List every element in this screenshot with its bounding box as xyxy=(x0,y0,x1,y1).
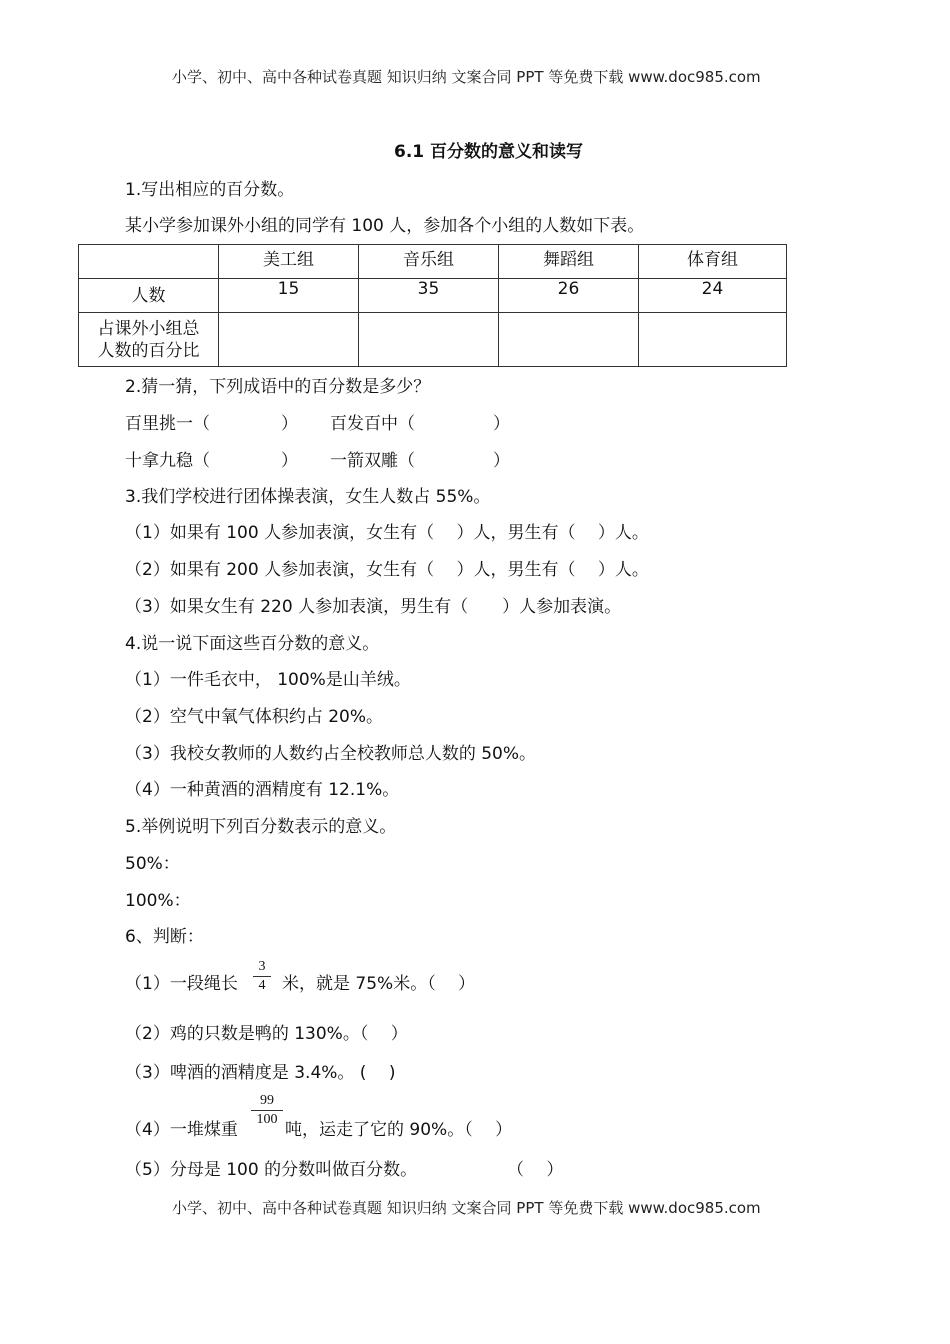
q5-heading: 5.举例说明下列百分数表示的意义。 xyxy=(125,817,397,837)
q4-item-3: （3）我校女教师的人数约占全校教师总人数的 50%。 xyxy=(125,744,537,764)
q6-heading: 6、判断： xyxy=(125,927,204,947)
row-label-line: 占课外小组总 xyxy=(97,318,200,339)
idiom-1-close: ） xyxy=(281,414,298,434)
q4-heading: 4.说一说下面这些百分数的意义。 xyxy=(125,634,380,654)
q2-heading: 2.猜一猜，下列成语中的百分数是多少？ xyxy=(125,377,431,397)
q6-item-5-paren: （ ） xyxy=(507,1160,564,1180)
idiom-3-close: ） xyxy=(281,451,298,471)
q5-item-2: 100%： xyxy=(125,891,191,911)
row-label: 人数 xyxy=(79,279,219,313)
table-row xyxy=(79,279,787,313)
page-footer: 小学、初中、高中各种试卷真题 知识归纳 文案合同 PPT 等免费下载 www.doc985.com xyxy=(172,1199,761,1217)
table-header-row xyxy=(79,245,787,279)
fraction-three-quarters xyxy=(253,960,271,993)
q6-item-2: （2）鸡的只数是鸭的 130%。（ ） xyxy=(125,1024,408,1044)
answer-cell[interactable] xyxy=(499,313,639,367)
q3-item-1: （1）如果有 100 人参加表演，女生有（ ）人，男生有（ ）人。 xyxy=(125,523,649,543)
idiom-4: 一箭双雕（ xyxy=(330,451,415,471)
q6-item-3: （3）啤酒的酒精度是 3.4%。 ( ) xyxy=(125,1063,396,1083)
table-cell: 35 xyxy=(359,279,499,313)
table-header-cell: 音乐组 xyxy=(359,245,499,279)
table-cell: 26 xyxy=(499,279,639,313)
q3-item-2: （2）如果有 200 人参加表演，女生有（ ）人，男生有（ ）人。 xyxy=(125,560,649,580)
q1-intro: 某小学参加课外小组的同学有 100 人，参加各个小组的人数如下表。 xyxy=(125,216,645,236)
idiom-2-close: ） xyxy=(493,414,510,434)
table-header-cell: 美工组 xyxy=(219,245,359,279)
table-row xyxy=(79,313,787,367)
q4-item-4: （4）一种黄酒的酒精度有 12.1%。 xyxy=(125,780,400,800)
answer-cell[interactable] xyxy=(359,313,499,367)
q4-item-2: （2）空气中氧气体积约占 20%。 xyxy=(125,707,384,727)
group-table xyxy=(78,244,787,367)
row-label-line: 人数的百分比 xyxy=(97,340,200,361)
table-header-cell: 体育组 xyxy=(639,245,787,279)
q6-item-4-rest: 吨，运走了它的 90%。（ ） xyxy=(285,1120,513,1140)
q1-heading: 1.写出相应的百分数。 xyxy=(125,180,295,200)
answer-cell[interactable] xyxy=(639,313,787,367)
q4-item-1: （1）一件毛衣中， 100%是山羊绒。 xyxy=(125,670,411,690)
idiom-4-close: ） xyxy=(493,451,510,471)
fraction-bar xyxy=(253,976,271,977)
q6-item-1-text: （1）一段绳长 xyxy=(125,974,238,994)
table-header-cell xyxy=(79,245,219,279)
idiom-2: 百发百中（ xyxy=(330,414,415,434)
row-label xyxy=(79,313,219,367)
q6-item-4-text: （4）一堆煤重 xyxy=(125,1120,238,1140)
answer-cell[interactable] xyxy=(219,313,359,367)
q3-item-3: （3）如果女生有 220 人参加表演，男生有（ ）人参加表演。 xyxy=(125,597,622,617)
q5-item-1: 50%： xyxy=(125,854,180,874)
table-cell: 15 xyxy=(219,279,359,313)
fraction-denominator: 4 xyxy=(258,978,266,993)
fraction-numerator: 3 xyxy=(258,959,266,974)
q6-item-1-rest: 米，就是 75%米。（ ） xyxy=(282,974,476,994)
fraction-denominator: 100 xyxy=(256,1112,278,1127)
fraction-bar xyxy=(251,1110,283,1111)
fraction-numerator: 99 xyxy=(260,1093,274,1108)
q3-heading: 3.我们学校进行团体操表演，女生人数占 55%。 xyxy=(125,487,491,507)
idiom-1: 百里挑一（ xyxy=(125,414,210,434)
q6-item-5: （5）分母是 100 的分数叫做百分数。 xyxy=(125,1160,418,1180)
table-header-cell: 舞蹈组 xyxy=(499,245,639,279)
page-title: 6.1 百分数的意义和读写 xyxy=(394,142,584,162)
idiom-3: 十拿九稳（ xyxy=(125,451,210,471)
fraction-99-100 xyxy=(251,1094,283,1127)
table-cell: 24 xyxy=(639,279,787,313)
page-header: 小学、初中、高中各种试卷真题 知识归纳 文案合同 PPT 等免费下载 www.doc985.com xyxy=(172,68,761,86)
